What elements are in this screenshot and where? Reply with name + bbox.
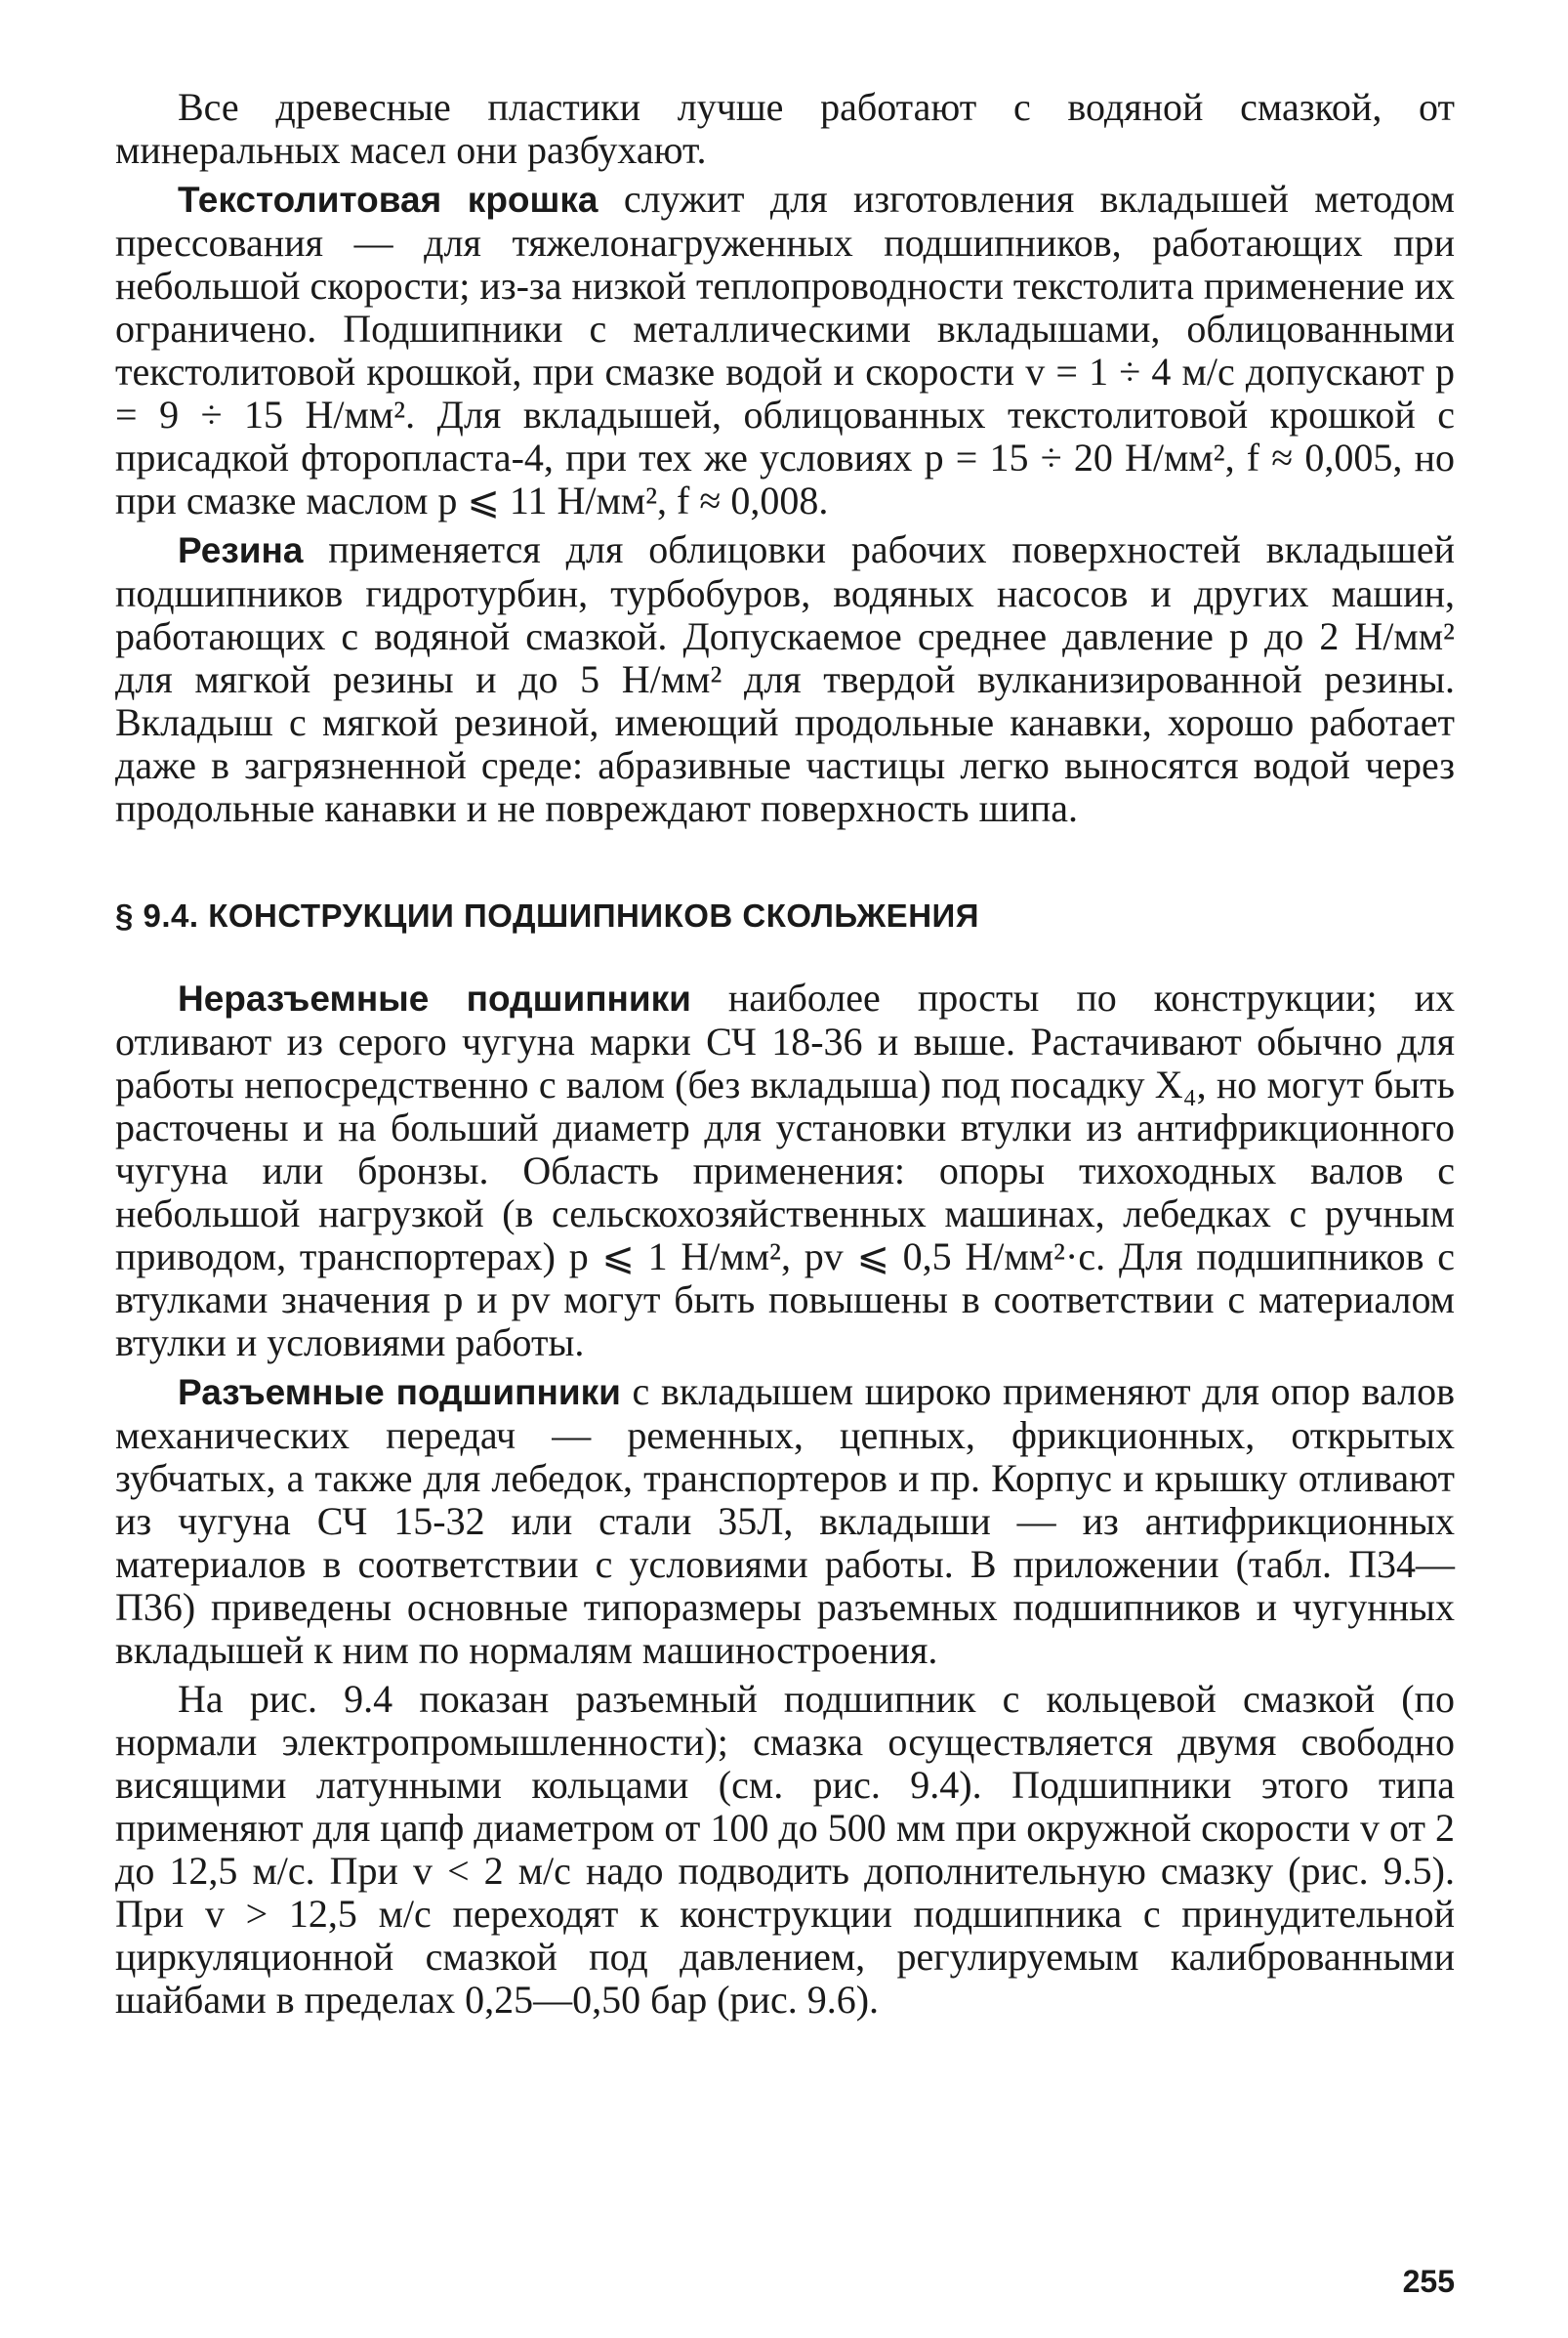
paragraph-text: применяется для облицовки рабочих поверхностей вкладышей подшипников гидротурбин, турбобуров, водяных насосов и других машин, работающих с водяной смазкой. Допускаемое среднее давление p до 2 Н/мм² для мягкой резины и до 5 Н/мм² для твердой вулканизированной резины. Вкладыш с мягкой резиной, имеющий продольные канавки, хорошо работает даже в загрязненной среде: абразивные частицы легко выносятся водой через продольные канавки и не повреждают поверхность шипа. [115, 527, 1455, 830]
paragraph-rubber [115, 528, 1455, 830]
paragraph-text: Все древесные пластики лучше работают с водяной смазкой, от минеральных масел они разбухают. [115, 85, 1455, 172]
paragraph-wood-plastics [115, 86, 1455, 172]
paragraph-textolite [115, 178, 1455, 522]
paragraph-solid-bearings [115, 977, 1455, 1364]
paragraph-text: служит для изготовления вкладышей методом прессования — для тяжелонагруженных подшипников, работающих при небольшой скорости; из-за низкой теплопроводности текстолита применение их ограничено. Подшипники с металлическими вкладышами, облицованными текстолитовой крошкой, при смазке водой и скорости v = 1 ÷ 4 м/с допускают p = 9 ÷ 15 Н/мм². Для вкладышей, облицованных текстолитовой крошкой с присадкой фторопласта-4, при тех же условиях p = 15 ÷ 20 Н/мм², f ≈ 0,005, но при смазке маслом p ⩽ 11 Н/мм², f ≈ 0,008. [115, 177, 1455, 522]
term-rubber: Резина [178, 530, 304, 570]
paragraph-text: с вкладышем широко применяют для опор валов механических передач — ременных, цепных, фрикционных, открытых зубчатых, а также для лебедок, транспортеров и пр. Корпус и крышку отливают из чугуна СЧ 15-32 или стали 35Л, вкладыши — из антифрикционных материалов в соответствии с условиями работы. В приложении (табл. П34—П36) приведены основные типоразмеры разъемных подшипников и чугунных вкладышей к ним по нормалям машиностроения. [115, 1369, 1455, 1672]
section-heading: § 9.4. КОНСТРУКЦИИ ПОДШИПНИКОВ СКОЛЬЖЕНИЯ [115, 898, 979, 934]
term-split-bearings: Разъемные подшипники [178, 1372, 621, 1412]
paragraph-text: На рис. 9.4 показан разъемный подшипник с кольцевой смазкой (по нормали электропромышленности); смазка осуществляется двумя свободно висящими латунными кольцами (см. рис. 9.4). Подшипники этого типа применяют для цапф диаметром от 100 до 500 мм при окружной скорости v от 2 до 12,5 м/с. При v < 2 м/с надо подводить дополнительную смазку (рис. 9.5). При v > 12,5 м/с переходят к конструкции подшипника с принудительной циркуляционной смазкой под давлением, регулируемым калиброванными шайбами в пределах 0,25—0,50 бар (рис. 9.6). [115, 1677, 1455, 2022]
page-number: 255 [1402, 2264, 1455, 2299]
paragraph-text: наиболее просты по конструкции; их отливают из серого чугуна марки СЧ 18-36 и выше. Растачивают обычно для работы непосредственно с валом (без вкладыша) под посадку X₄, но могут быть расточены и на больший диаметр для установки втулки из антифрикционного чугуна или бронзы. Область применения: опоры тихоходных валов с небольшой нагрузкой (в сельскохозяйственных машинах, лебедках с ручным приводом, транспортерах) p ⩽ 1 Н/мм², pv ⩽ 0,5 Н/мм²·с. Для подшипников с втулками значения p и pv могут быть повышены в соответствии с материалом втулки и условиями работы. [115, 976, 1456, 1364]
document-page [115, 86, 1455, 2022]
paragraph-ring-lubrication [115, 1678, 1455, 2022]
term-solid-bearings: Неразъемные подшипники [178, 979, 691, 1019]
term-textolite: Текстолитовая крошка [178, 180, 598, 220]
paragraph-split-bearings [115, 1370, 1455, 1672]
